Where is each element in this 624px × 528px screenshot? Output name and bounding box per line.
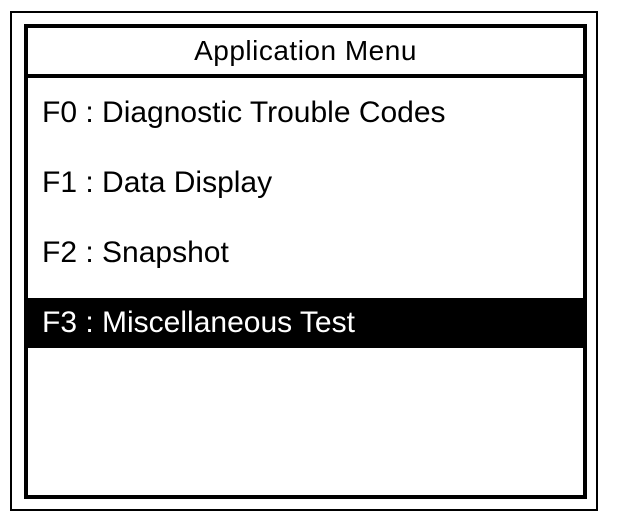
application-menu-window	[24, 24, 587, 499]
menu-item-f3[interactable]	[28, 288, 583, 358]
menu-item-key: F0	[42, 96, 78, 129]
menu-item-label: Miscellaneous Test	[102, 306, 355, 339]
menu-item-separator: :	[77, 236, 103, 269]
menu-item-label: Snapshot	[102, 236, 229, 269]
menu-item-f3-bar[interactable]	[28, 298, 583, 348]
menu-item-separator: :	[77, 306, 103, 339]
page-title: Application Menu	[194, 35, 417, 66]
menu-item-label: Data Display	[102, 166, 273, 199]
menu-item-f1[interactable]	[28, 148, 583, 218]
menu-item-label: Diagnostic Trouble Codes	[102, 96, 446, 129]
menu-item-key: F3	[42, 306, 78, 339]
menu-item-key: F2	[42, 236, 78, 269]
menu-item-f0-bar[interactable]	[28, 88, 583, 138]
menu-list	[28, 78, 583, 495]
menu-item-f2[interactable]	[28, 218, 583, 288]
menu-item-f1-bar[interactable]	[28, 158, 583, 208]
menu-item-separator: :	[77, 96, 103, 129]
menu-empty-area	[28, 358, 583, 495]
menu-item-key: F1	[42, 166, 78, 199]
menu-item-f0[interactable]	[28, 78, 583, 148]
title-bar	[28, 28, 583, 78]
menu-item-separator: :	[77, 166, 103, 199]
menu-item-f2-bar[interactable]	[28, 228, 583, 278]
